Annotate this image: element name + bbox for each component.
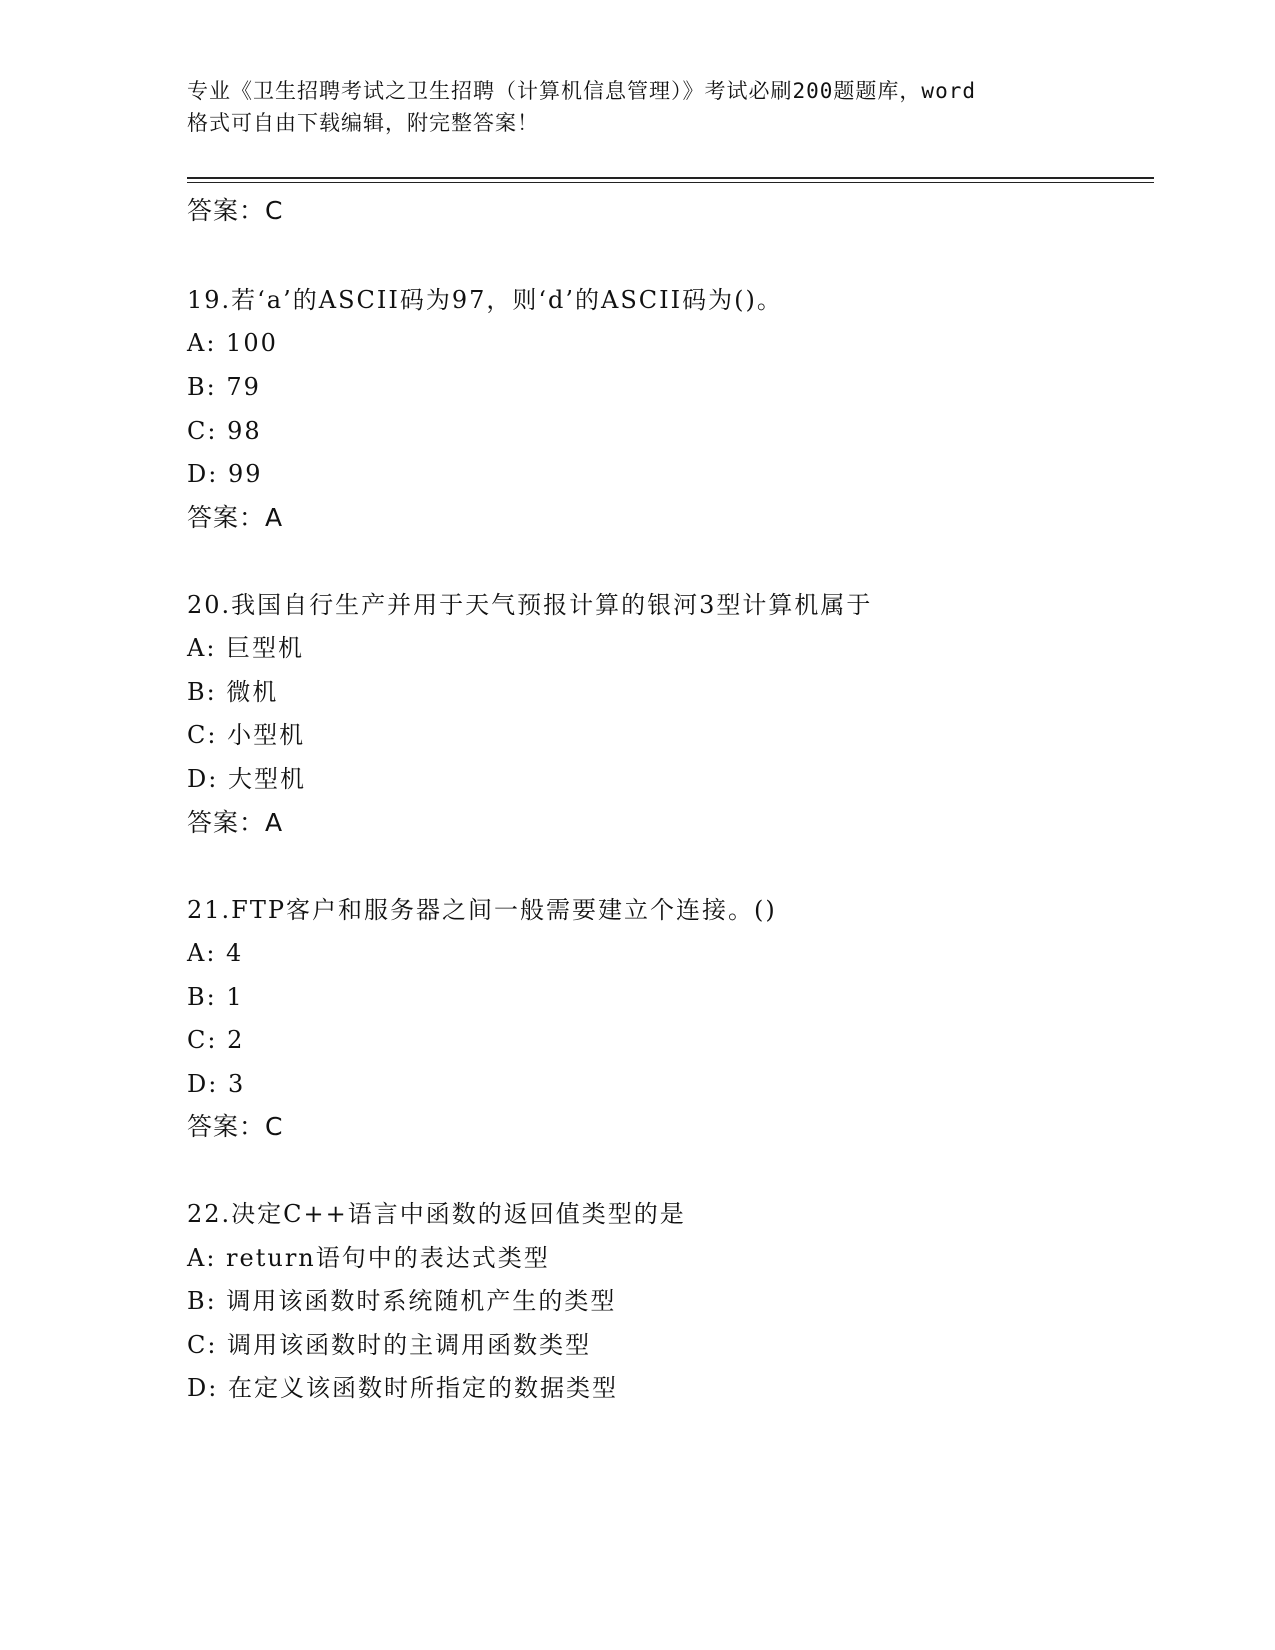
question-21-stem: 21.FTP客户和服务器之间一般需要建立个连接。() [187, 896, 777, 924]
header-title-line-2: 格式可自由下载编辑，附完整答案！ [187, 111, 539, 135]
question-21-option-b: B: 1 [187, 983, 244, 1011]
header-title-line-1: 专业《卫生招聘考试之卫生招聘（计算机信息管理）》考试必刷200题题库，word [187, 79, 976, 103]
question-19-option-a: A: 100 [187, 329, 278, 357]
question-20-option-c: C: 小型机 [187, 721, 306, 749]
document-header [187, 75, 1087, 139]
question-22-option-a: A: return语句中的表达式类型 [187, 1244, 550, 1272]
question-19-option-d: D: 99 [187, 460, 263, 488]
question-20-answer: 答案：A [187, 808, 284, 837]
question-22-option-b: B: 调用该函数时系统随机产生的类型 [187, 1287, 617, 1315]
question-20-option-a: A: 巨型机 [187, 634, 305, 662]
question-19-answer: 答案：A [187, 503, 284, 532]
question-21-option-c: C: 2 [187, 1026, 245, 1054]
question-22-option-c: C: 调用该函数时的主调用函数类型 [187, 1331, 592, 1359]
question-20-stem: 20.我国自行生产并用于天气预报计算的银河3型计算机属于 [187, 591, 873, 619]
question-21-option-a: A: 4 [187, 939, 244, 967]
question-20-option-b: B: 微机 [187, 678, 279, 706]
question-22-stem: 22.决定C++语言中函数的返回值类型的是 [187, 1200, 686, 1228]
question-19-stem: 19.若‘a’的ASCII码为97，则‘d’的ASCII码为()。 [187, 286, 783, 314]
question-21-option-d: D: 3 [187, 1070, 246, 1098]
question-19-option-b: B: 79 [187, 373, 261, 401]
question-19-option-c: C: 98 [187, 417, 262, 445]
header-divider-thick [187, 177, 1154, 179]
question-20-option-d: D: 大型机 [187, 765, 306, 793]
previous-answer: 答案：C [187, 196, 284, 225]
question-21-answer: 答案：C [187, 1112, 284, 1141]
header-divider-thin [187, 182, 1154, 183]
question-22-option-d: D: 在定义该函数时所指定的数据类型 [187, 1374, 618, 1402]
